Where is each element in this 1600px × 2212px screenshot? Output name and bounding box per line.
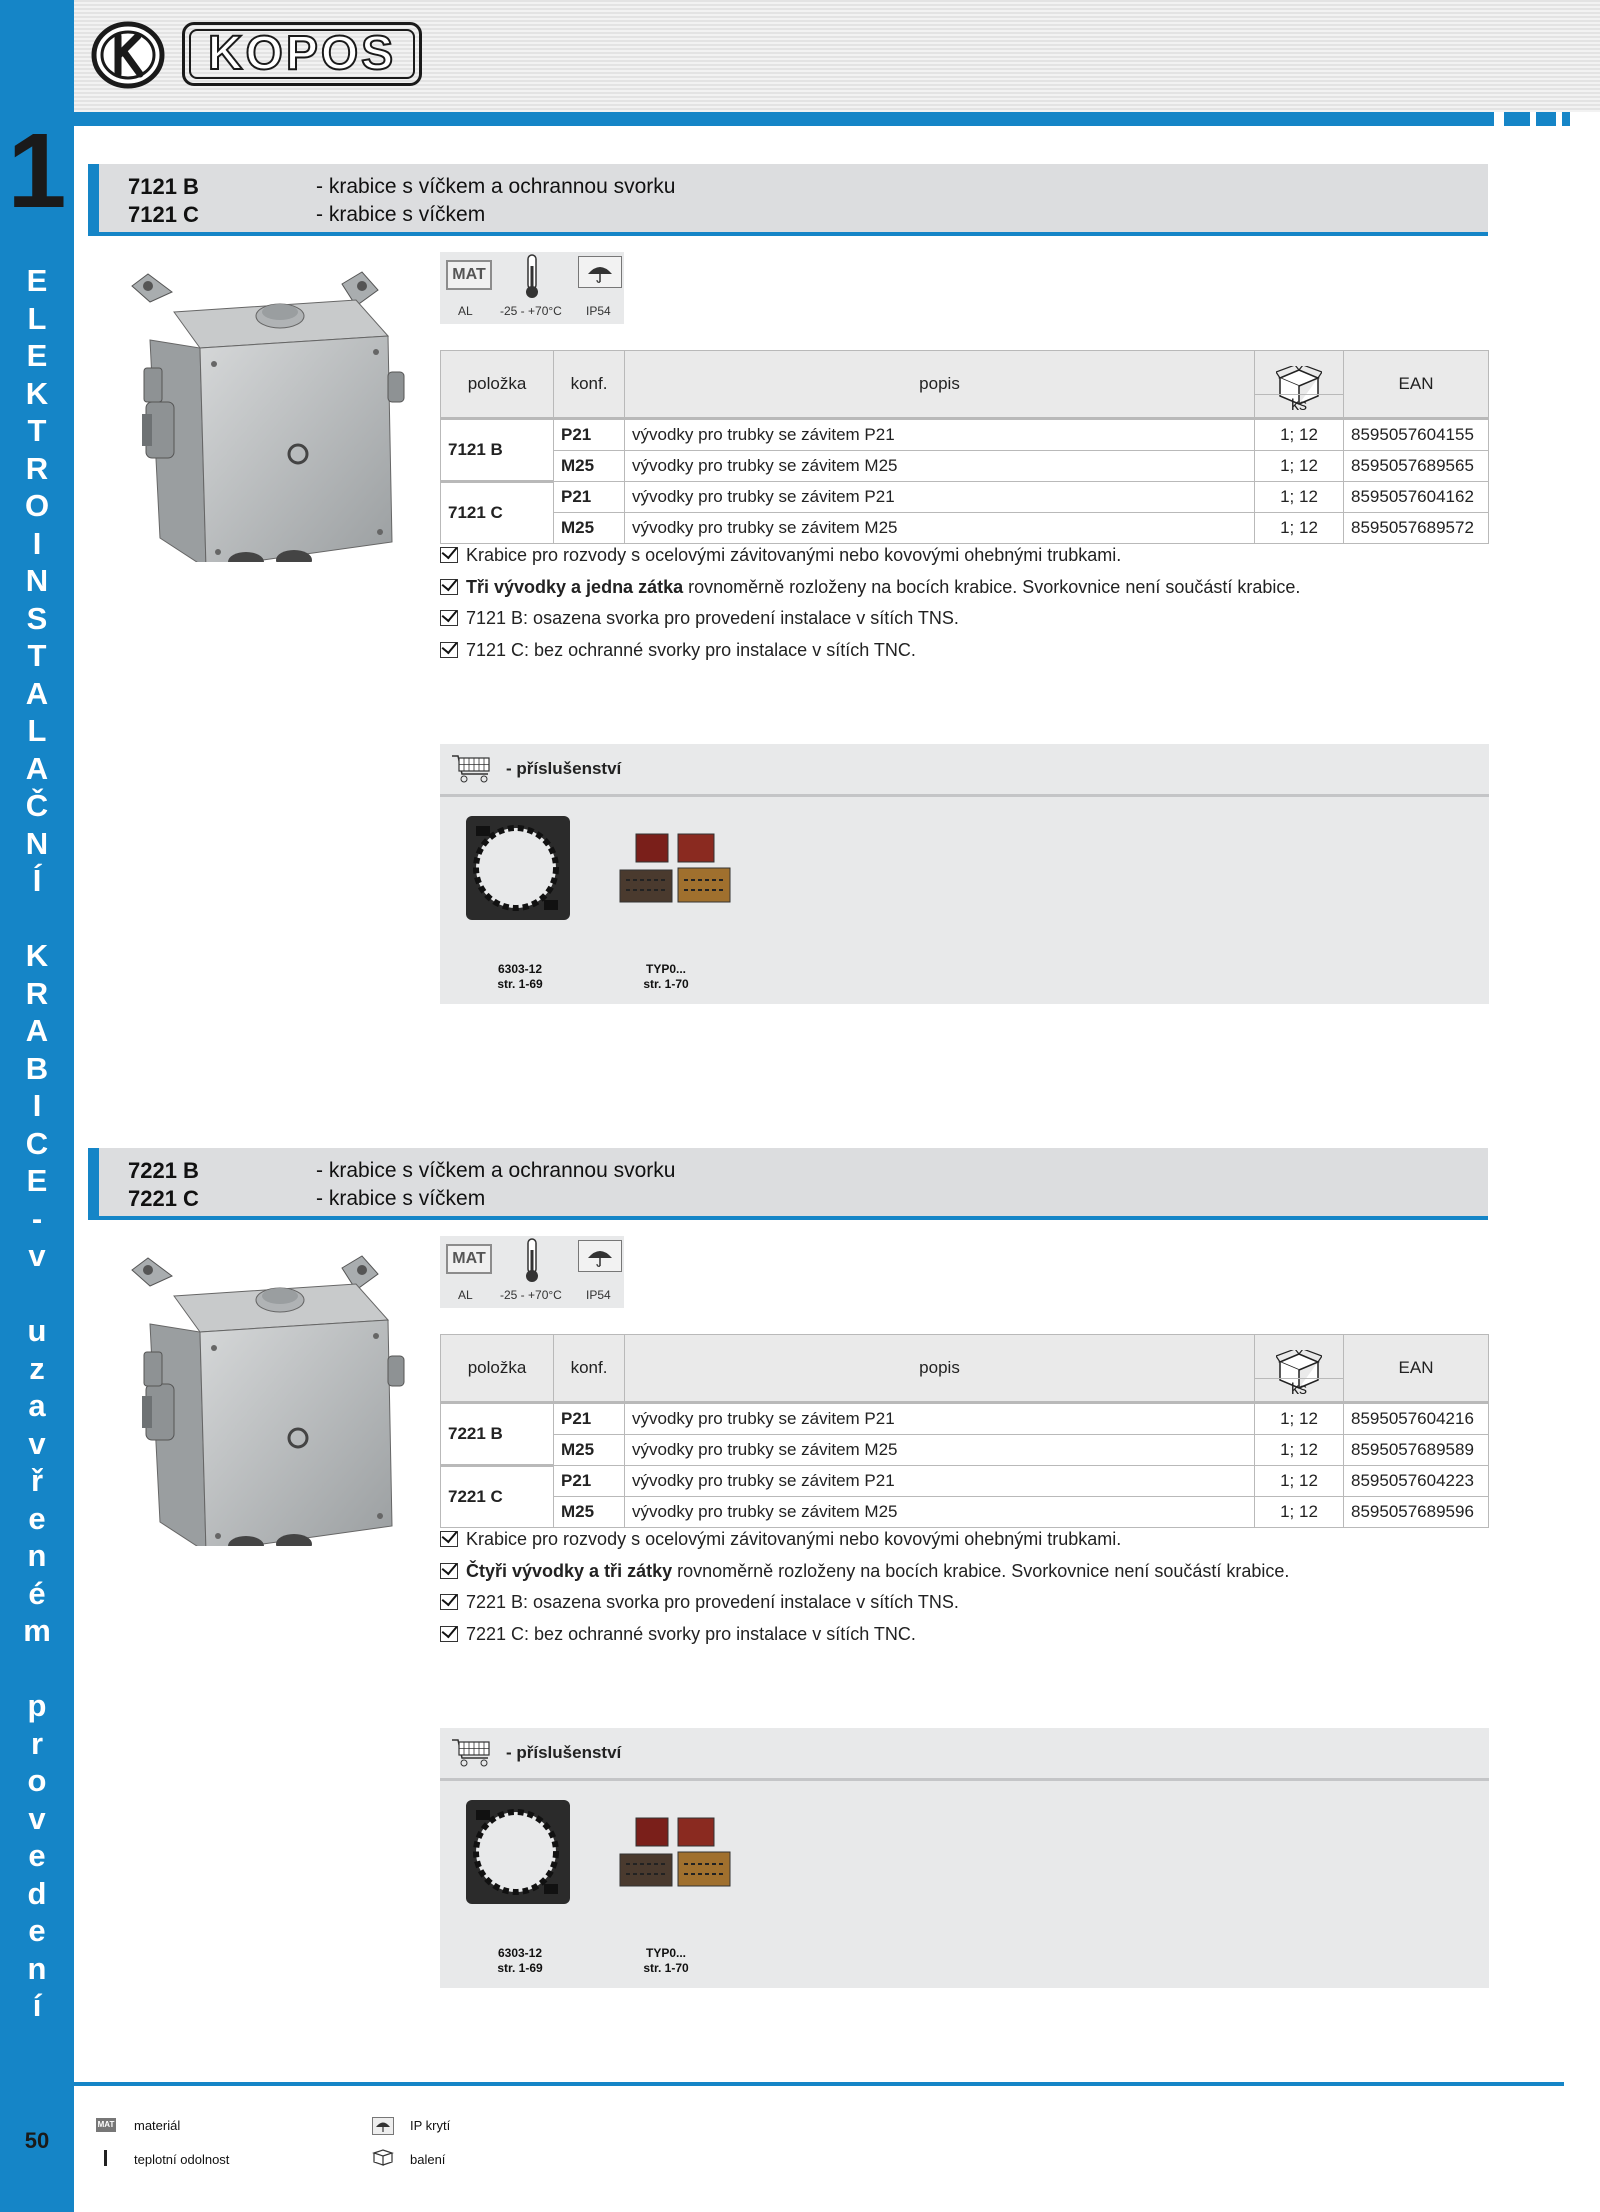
brand-logo-text: KOPOS: [207, 27, 397, 80]
feature-text: rovnoměrně rozloženy na bocích krabice. Svorkovnice není součástí krabice.: [683, 576, 1301, 597]
checkbox-tick-icon: [440, 579, 458, 595]
legend-ip: IP krytí: [410, 2118, 451, 2133]
product-section: [0, 1148, 1600, 2048]
cell-conf: P21: [554, 1403, 625, 1435]
sidebar-letter: u: [27, 1313, 47, 1348]
accessory-item[interactable]: [480, 962, 560, 992]
cell-ean: 8595057689565: [1344, 451, 1489, 482]
sidebar-letter: o: [27, 1763, 47, 1798]
sidebar-letter: B: [25, 1050, 49, 1086]
cell-ks: 1; 12: [1255, 451, 1344, 482]
sidebar-letter: E: [26, 263, 48, 298]
cell-ean: 8595057689596: [1344, 1497, 1489, 1528]
cell-ean: 8595057689589: [1344, 1435, 1489, 1466]
product-code: 7121 C: [128, 202, 199, 227]
checkbox-tick-icon: [440, 1563, 458, 1579]
product-code: 7221 B: [128, 1158, 199, 1183]
cell-item: 7121 C: [441, 482, 554, 544]
col-header-desc: popis: [625, 1335, 1255, 1403]
product-description: - krabice s víčkem a ochrannou svorku: [316, 1159, 676, 1182]
accessory-page: str. 1-70: [643, 977, 689, 991]
thermometer-icon: [523, 1238, 541, 1284]
cell-item: 7221 B: [441, 1403, 554, 1466]
sidebar-letter: d: [27, 1875, 47, 1911]
page-number: 50: [24, 2128, 50, 2153]
cell-conf: M25: [554, 1435, 625, 1466]
accessory-frame-image: [458, 810, 578, 926]
sidebar-letter: L: [27, 300, 47, 336]
cell-desc: vývodky pro trubky se závitem P21: [625, 482, 1255, 513]
cell-ean: 8595057689572: [1344, 513, 1489, 544]
sidebar-letter: p: [27, 1688, 47, 1723]
accessory-code: TYP0...: [645, 962, 686, 976]
list-item: [440, 603, 1300, 635]
cell-ks: 1; 12: [1255, 1403, 1344, 1435]
checkbox-tick-icon: [440, 610, 458, 626]
cell-ks: 1; 12: [1255, 1435, 1344, 1466]
legend-temperature: teplotní odolnost: [134, 2152, 230, 2167]
list-item: [440, 1619, 1289, 1651]
cell-conf: M25: [554, 1497, 625, 1528]
spec-material: AL: [458, 1288, 473, 1302]
material-legend-icon: MAT: [96, 2118, 116, 2132]
product-table: [440, 350, 1489, 544]
cell-conf: P21: [554, 419, 625, 451]
col-header-ean: EAN: [1344, 351, 1489, 419]
sidebar-letter: z: [29, 1350, 45, 1386]
product-description: - krabice s víčkem: [316, 203, 486, 226]
cell-ks: 1; 12: [1255, 1497, 1344, 1528]
sidebar-letter: n: [27, 1538, 47, 1573]
accessory-page: str. 1-69: [497, 977, 543, 991]
sidebar-letter: Č: [25, 788, 49, 823]
accessory-terminals-image: [616, 828, 736, 918]
chapter-number: 1: [7, 112, 67, 230]
cell-ks: 1; 12: [1255, 1466, 1344, 1497]
sidebar-letter: C: [25, 1125, 49, 1161]
sidebar-letter: v: [28, 1800, 46, 1836]
cell-item: 7121 B: [441, 419, 554, 482]
accessory-code: 6303-12: [497, 1946, 543, 1960]
sidebar-letter: m: [23, 1613, 51, 1648]
accessories-panel: [440, 744, 1489, 1004]
feature-text: 7121 B: osazena svorka pro provedení instalace v sítích TNS.: [466, 608, 959, 628]
feature-list: [440, 540, 1300, 666]
sidebar-letter: ř: [30, 1463, 44, 1498]
accessory-code: TYP0...: [645, 1946, 686, 1960]
product-code: 7221 C: [128, 1186, 199, 1211]
feature-bold: Čtyři vývodky a tři zátky: [466, 1560, 673, 1581]
sidebar-letter: A: [25, 750, 49, 786]
header-mark: [1562, 112, 1570, 126]
table-row: [441, 1497, 1489, 1528]
box-legend-icon: [372, 2148, 394, 2166]
product-section: [0, 164, 1600, 1064]
checkbox-tick-icon: [440, 642, 458, 658]
list-item: [440, 1556, 1289, 1588]
ip-rating-icon: [578, 256, 622, 288]
feature-text: 7221 C: bez ochranné svorky pro instalace v sítích TNC.: [466, 1623, 916, 1644]
sidebar-letter: A: [25, 1013, 49, 1048]
sidebar-letter: E: [26, 1163, 48, 1198]
checkbox-tick-icon: [440, 1531, 458, 1547]
table-row: [441, 419, 1489, 451]
checkbox-tick-icon: [440, 1626, 458, 1642]
list-item: [440, 572, 1300, 604]
col-header-ks: [1255, 1335, 1344, 1403]
sidebar-letter: I: [32, 525, 42, 561]
cell-desc: vývodky pro trubky se závitem P21: [625, 1466, 1255, 1497]
sidebar-letter: é: [28, 1575, 46, 1611]
col-header-item: položka: [441, 351, 554, 419]
list-item: [440, 635, 1300, 667]
header-mark: [1536, 112, 1556, 126]
cell-conf: M25: [554, 513, 625, 544]
accessories-label: - příslušenství: [506, 1743, 622, 1762]
spec-temperature: -25 - +70°C: [500, 1288, 562, 1302]
accessories-header: [440, 744, 1489, 797]
cell-ean: 8595057604162: [1344, 482, 1489, 513]
feature-text: 7221 B: osazena svorka pro provedení instalace v sítích TNS.: [466, 1592, 959, 1612]
table-row: [441, 482, 1489, 513]
cell-desc: vývodky pro trubky se závitem M25: [625, 451, 1255, 482]
sidebar-letter: S: [26, 600, 48, 636]
table-row: [441, 451, 1489, 482]
sidebar-letter: A: [25, 675, 49, 711]
list-item: [440, 1524, 1289, 1556]
cell-conf: P21: [554, 1466, 625, 1497]
sidebar-letter: T: [27, 638, 47, 673]
product-description: - krabice s víčkem: [316, 1187, 486, 1210]
accessory-item[interactable]: [626, 1946, 706, 1976]
sidebar-letter: -: [31, 1200, 43, 1236]
product-photo: [110, 1246, 410, 1546]
product-title-bar: [88, 164, 1488, 236]
sidebar-letter: L: [27, 713, 47, 748]
spec-icons: [440, 252, 624, 324]
spec-ip: IP54: [586, 1288, 611, 1302]
legend-packaging: balení: [410, 2152, 446, 2167]
sidebar-letter: O: [24, 488, 50, 523]
thermometer-icon: [523, 254, 541, 300]
product-title-bar: [88, 1148, 1488, 1220]
cell-ks: 1; 12: [1255, 482, 1344, 513]
sidebar-letter: K: [25, 375, 49, 411]
product-photo: [110, 262, 410, 562]
accessory-page: str. 1-69: [497, 1961, 543, 1975]
sidebar-letter: e: [28, 1500, 46, 1536]
cell-desc: vývodky pro trubky se závitem M25: [625, 513, 1255, 544]
table-row: [441, 513, 1489, 544]
col-header-ean: EAN: [1344, 1335, 1489, 1403]
feature-text: 7121 C: bez ochranné svorky pro instalace v sítích TNC.: [466, 639, 916, 660]
kopos-logo-icon: [90, 20, 166, 90]
cell-conf: M25: [554, 451, 625, 482]
sidebar-letter: R: [25, 450, 49, 486]
table-row: [441, 1466, 1489, 1497]
sidebar-letter: r: [30, 1725, 44, 1761]
accessory-item[interactable]: [480, 1946, 560, 1976]
product-code: 7121 B: [128, 174, 199, 199]
header-rule: [74, 112, 1494, 126]
material-badge-icon: MAT: [446, 260, 492, 290]
sidebar-letter: I: [32, 1088, 42, 1123]
accessory-item[interactable]: [626, 962, 706, 992]
sidebar-letter: N: [25, 825, 49, 861]
sidebar-letter: a: [28, 1388, 46, 1423]
header-mark: [1504, 112, 1530, 126]
accessory-frame-image: [458, 1794, 578, 1910]
sidebar-letter: e: [28, 1913, 46, 1948]
material-badge-icon: MAT: [446, 1244, 492, 1274]
sidebar-letter: v: [28, 1425, 46, 1461]
sidebar-letter: í: [32, 1988, 42, 2023]
sidebar-letter: R: [25, 975, 49, 1011]
ks-label: ks: [1255, 1378, 1343, 1401]
list-item: [440, 540, 1300, 572]
col-header-ks: [1255, 351, 1344, 419]
cell-desc: vývodky pro trubky se závitem P21: [625, 1403, 1255, 1435]
feature-bold: Tři vývodky a jedna zátka: [466, 576, 684, 597]
cell-conf: P21: [554, 482, 625, 513]
product-description: - krabice s víčkem a ochrannou svorku: [316, 175, 676, 198]
col-header-conf: konf.: [554, 351, 625, 419]
shopping-cart-icon: [450, 1736, 494, 1768]
sidebar-letter: v: [28, 1238, 46, 1273]
ks-label: ks: [1255, 394, 1343, 417]
ip-rating-icon: [578, 1240, 622, 1272]
sidebar-letter: E: [26, 338, 48, 373]
col-header-conf: konf.: [554, 1335, 625, 1403]
sidebar-letter: n: [27, 1950, 47, 1986]
temperature-legend-icon: [104, 2150, 107, 2166]
col-header-desc: popis: [625, 351, 1255, 419]
feature-text: rovnoměrně rozloženy na bocích krabice. Svorkovnice není součástí krabice.: [672, 1560, 1290, 1581]
spec-icons: [440, 1236, 624, 1308]
cell-desc: vývodky pro trubky se závitem M25: [625, 1435, 1255, 1466]
feature-list: [440, 1524, 1289, 1650]
cell-ks: 1; 12: [1255, 513, 1344, 544]
ip-legend-icon: [372, 2117, 394, 2135]
accessories-label: - příslušenství: [506, 759, 622, 778]
accessory-code: 6303-12: [497, 962, 543, 976]
accessories-panel: [440, 1728, 1489, 1988]
spec-temperature: -25 - +70°C: [500, 304, 562, 318]
sidebar-letter: K: [25, 938, 49, 973]
cell-ean: 8595057604223: [1344, 1466, 1489, 1497]
legend-material: materiál: [134, 2118, 181, 2133]
checkbox-tick-icon: [440, 1594, 458, 1610]
feature-text: Krabice pro rozvody s ocelovými závitovanými nebo kovovými ohebnými trubkami.: [466, 545, 1122, 565]
list-item: [440, 1587, 1289, 1619]
cell-item: 7221 C: [441, 1466, 554, 1528]
table-row: [441, 1403, 1489, 1435]
cell-ean: 8595057604216: [1344, 1403, 1489, 1435]
checkbox-tick-icon: [440, 547, 458, 563]
shopping-cart-icon: [450, 752, 494, 784]
cell-desc: vývodky pro trubky se závitem M25: [625, 1497, 1255, 1528]
cell-ean: 8595057604155: [1344, 419, 1489, 451]
spec-material: AL: [458, 304, 473, 318]
cell-desc: vývodky pro trubky se závitem P21: [625, 419, 1255, 451]
spec-ip: IP54: [586, 304, 611, 318]
product-table: [440, 1334, 1489, 1528]
cell-ks: 1; 12: [1255, 419, 1344, 451]
sidebar-letter: Í: [32, 863, 42, 898]
sidebar-letter: e: [28, 1838, 46, 1873]
table-row: [441, 1435, 1489, 1466]
accessory-page: str. 1-70: [643, 1961, 689, 1975]
feature-text: Krabice pro rozvody s ocelovými závitovanými nebo kovovými ohebnými trubkami.: [466, 1529, 1122, 1549]
sidebar-letter: T: [27, 413, 47, 448]
col-header-item: položka: [441, 1335, 554, 1403]
accessory-terminals-image: [616, 1812, 736, 1902]
footer-rule: [74, 2082, 1564, 2086]
accessories-header: [440, 1728, 1489, 1781]
sidebar-letter: N: [25, 563, 49, 598]
